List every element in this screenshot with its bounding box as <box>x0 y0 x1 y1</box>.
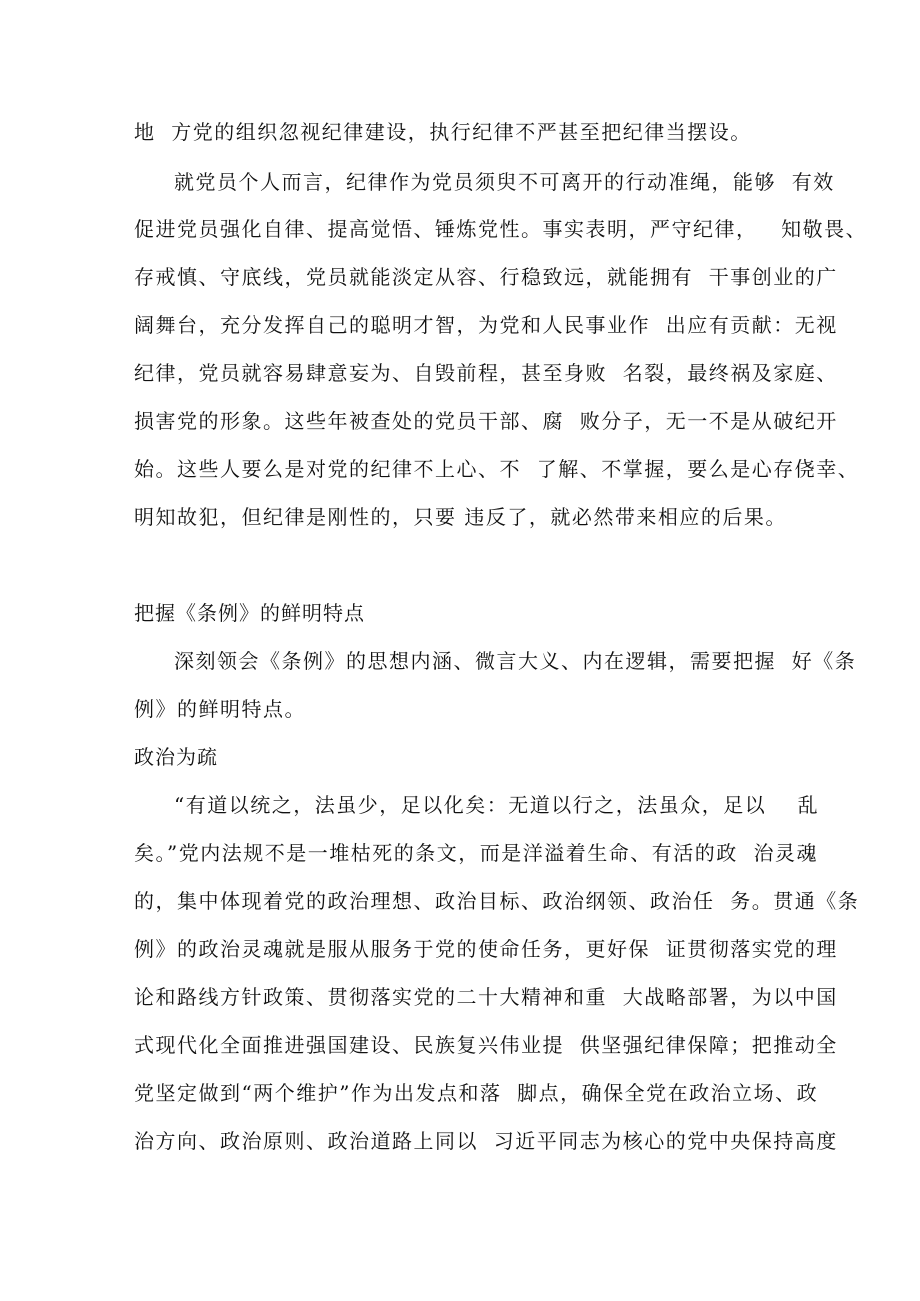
text-line: 损害党的形象。这些年被查处的党员干部、腐 败分子，无一不是从破纪开 <box>134 409 838 433</box>
text-line: 纪律，党员就容易肆意妄为、自毁前程，甚至身败 名裂，最终祸及家庭、 <box>134 361 838 385</box>
intro-line: 地 方党的组织忽视纪律建设，执行纪律不严甚至把纪律当摆设。 <box>134 120 752 144</box>
text-line: 深刻领会《条例》的思想内涵、微言大义、内在逻辑，需要把握 好《条 <box>174 649 857 673</box>
text-line: 存戒慎、守底线，党员就能淡定从容、行稳致远，就能拥有 干事创业的广 <box>134 265 838 289</box>
text-line: 的，集中体现着党的政治理想、政治目标、政治纲领、政治任 务。贯通《条 <box>134 889 860 913</box>
text-line: 例》的鲜明特点。 <box>134 697 306 721</box>
text-line: “有道以统之，法虽少，足以化矣：无道以行之，法虽众，足以 乱 <box>174 793 820 817</box>
text-line: 阔舞台，充分发挥自己的聪明才智，为党和人民事业作 出应有贡献：无视 <box>134 313 838 337</box>
text-line: 党坚定做到“两个维护”作为出发点和落 脚点，确保全党在政治立场、政 <box>134 1081 819 1105</box>
text-line: 式现代化全面推进强国建设、民族复兴伟业提 供坚强纪律保障；把推动全 <box>134 1033 838 1057</box>
text-line: 例》的政治灵魂就是服从服务于党的使命任务，更好保 证贯彻落实党的理 <box>134 937 838 961</box>
text-line: 始。这些人要么是对党的纪律不上心、不 了解、不掌握，要么是心存侥幸、 <box>134 457 860 481</box>
text-line: 矣。”党内法规不是一堆枯死的条文，而是洋溢着生命、有活的政 治灵魂 <box>134 841 818 865</box>
sub-heading: 政治为疏 <box>134 745 218 769</box>
text-line: 论和路线方针政策、贯彻落实党的二十大精神和重 大战略部署，为以中国 <box>134 985 838 1009</box>
text-line: 促进党员强化自律、提高觉悟、锤炼党性。事实表明，严守纪律， 知敬畏、 <box>134 217 868 241</box>
text-line: 明知故犯，但纪律是刚性的，只要 违反了，就必然带来相应的后果。 <box>134 505 787 529</box>
text-line: 就党员个人而言，纪律作为党员须臾不可离开的行动准绳，能够 有效 <box>174 170 835 194</box>
section-heading: 把握《条例》的鲜明特点 <box>134 601 365 625</box>
text-line: 治方向、政治原则、政治道路上同以 习近平同志为核心的党中央保持高度 <box>134 1129 838 1153</box>
